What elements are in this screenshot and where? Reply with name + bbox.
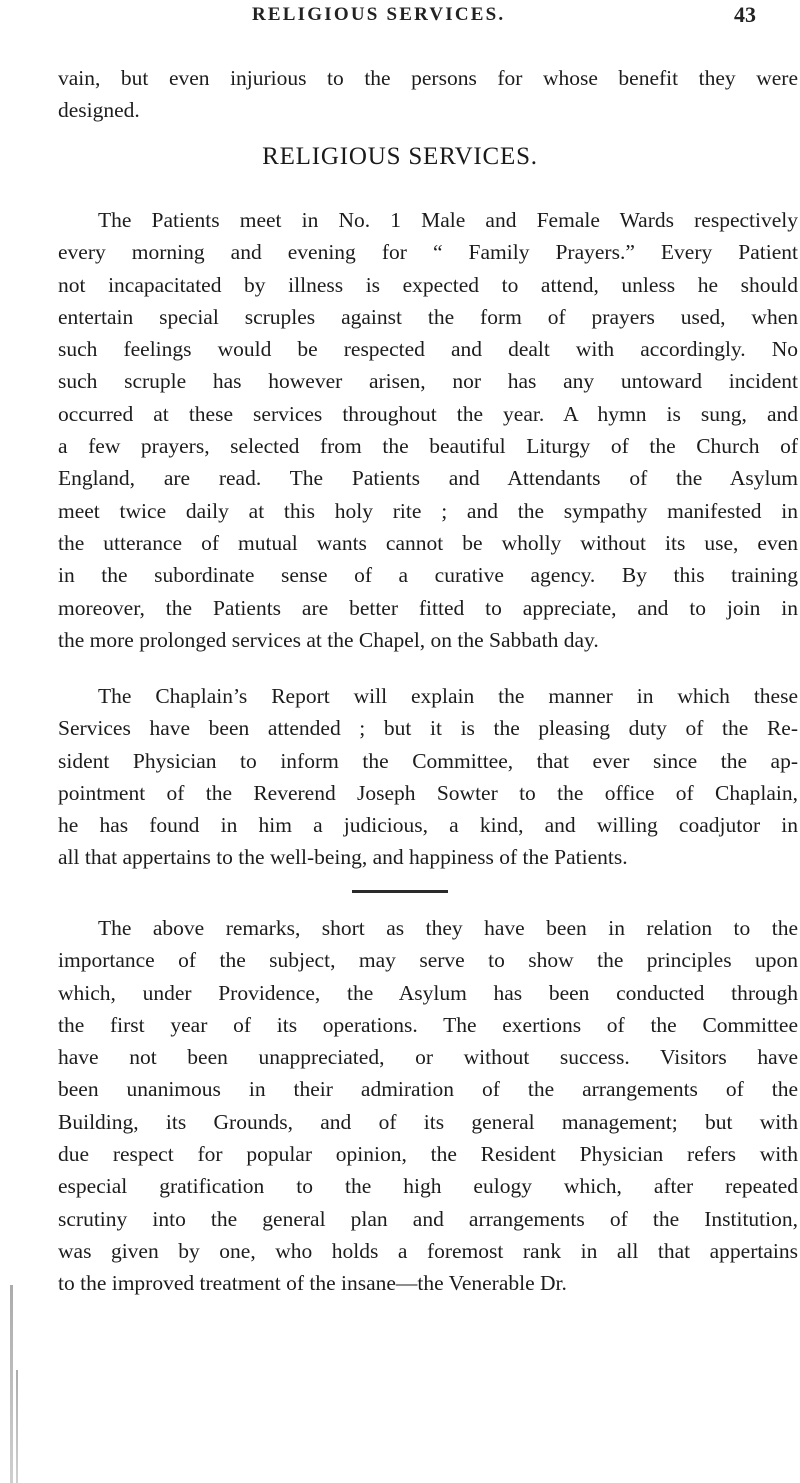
text-line: sident Physician to inform the Committee, that ever since the ap-: [58, 748, 798, 773]
text-line: importance of the subject, may serve to show the principles upon: [58, 948, 798, 973]
text-line: entertain special scruples against the form of prayers used, when: [58, 304, 798, 329]
text-line: not incapacitated by illness is expected to attend, unless he should: [58, 272, 798, 297]
text-line: such scruple has however arisen, nor has any untoward incident: [58, 369, 798, 394]
text-line: moreover, the Patients are better fitted to appreciate, and to join in: [58, 595, 798, 620]
text-line: all that appertains to the well-being, and happiness of the Patients.: [58, 845, 628, 870]
text-line: vain, but even injurious to the persons for whose benefit they were: [58, 66, 798, 90]
text-line: the first year of its operations. The exertions of the Committee: [58, 1012, 798, 1037]
page-binding-shadow: [16, 1370, 18, 1483]
text-line: such feelings would be respected and dealt with accordingly. No: [58, 337, 798, 362]
text-line: especial gratification to the high eulogy which, after repeated: [58, 1174, 798, 1199]
text-line: England, are read. The Patients and Attendants of the Asylum: [58, 466, 798, 491]
text-line: The Patients meet in No. 1 Male and Female Wards respectively: [98, 208, 798, 232]
text-line: occurred at these services throughout the year. A hymn is sung, and: [58, 401, 798, 426]
paragraph-remarks: [58, 912, 798, 1300]
page-binding-shadow: [10, 1285, 13, 1483]
text-line: which, under Providence, the Asylum has been conducted through: [58, 980, 798, 1005]
text-line: in the subordinate sense of a curative agency. By this training: [58, 563, 798, 588]
text-line: was given by one, who holds a foremost rank in all that appertains: [58, 1238, 798, 1263]
section-divider-rule: [352, 890, 448, 893]
text-line: to the improved treatment of the insane—the Venerable Dr.: [58, 1271, 567, 1296]
text-line: designed.: [58, 98, 140, 123]
text-line: The Chaplain’s Report will explain the manner in which these: [98, 684, 798, 708]
text-line: the more prolonged services at the Chapel, on the Sabbath day.: [58, 627, 599, 652]
text-line: Services have been attended ; but it is the pleasing duty of the Re-: [58, 716, 798, 741]
text-line: a few prayers, selected from the beautiful Liturgy of the Church of: [58, 434, 798, 459]
text-line: pointment of the Reverend Joseph Sowter to the office of Chaplain,: [58, 780, 798, 805]
text-line: have not been unappreciated, or without success. Visitors have: [58, 1045, 798, 1070]
text-line: meet twice daily at this holy rite ; and the sympathy manifested in: [58, 498, 798, 523]
text-line: the utterance of mutual wants cannot be wholly without its use, even: [58, 530, 798, 555]
text-line: every morning and evening for “ Family Prayers.” Every Patient: [58, 240, 798, 265]
paragraph-family-prayers: [58, 204, 798, 656]
text-line: been unanimous in their admiration of the arrangements of the: [58, 1077, 798, 1102]
text-line: due respect for popular opinion, the Resident Physician refers with: [58, 1142, 798, 1167]
running-head: RELIGIOUS SERVICES.: [252, 4, 506, 25]
opening-paragraph: [58, 62, 798, 127]
page-number: 43: [734, 2, 756, 27]
text-line: Building, its Grounds, and of its general management; but with: [58, 1109, 798, 1134]
text-line: scrutiny into the general plan and arrangements of the Institution,: [58, 1206, 798, 1231]
section-heading: RELIGIOUS SERVICES.: [262, 143, 538, 170]
text-line: he has found in him a judicious, a kind, and willing coadjutor in: [58, 813, 798, 838]
text-line: The above remarks, short as they have been in relation to the: [98, 916, 798, 940]
paragraph-chaplain-report: [58, 680, 798, 874]
